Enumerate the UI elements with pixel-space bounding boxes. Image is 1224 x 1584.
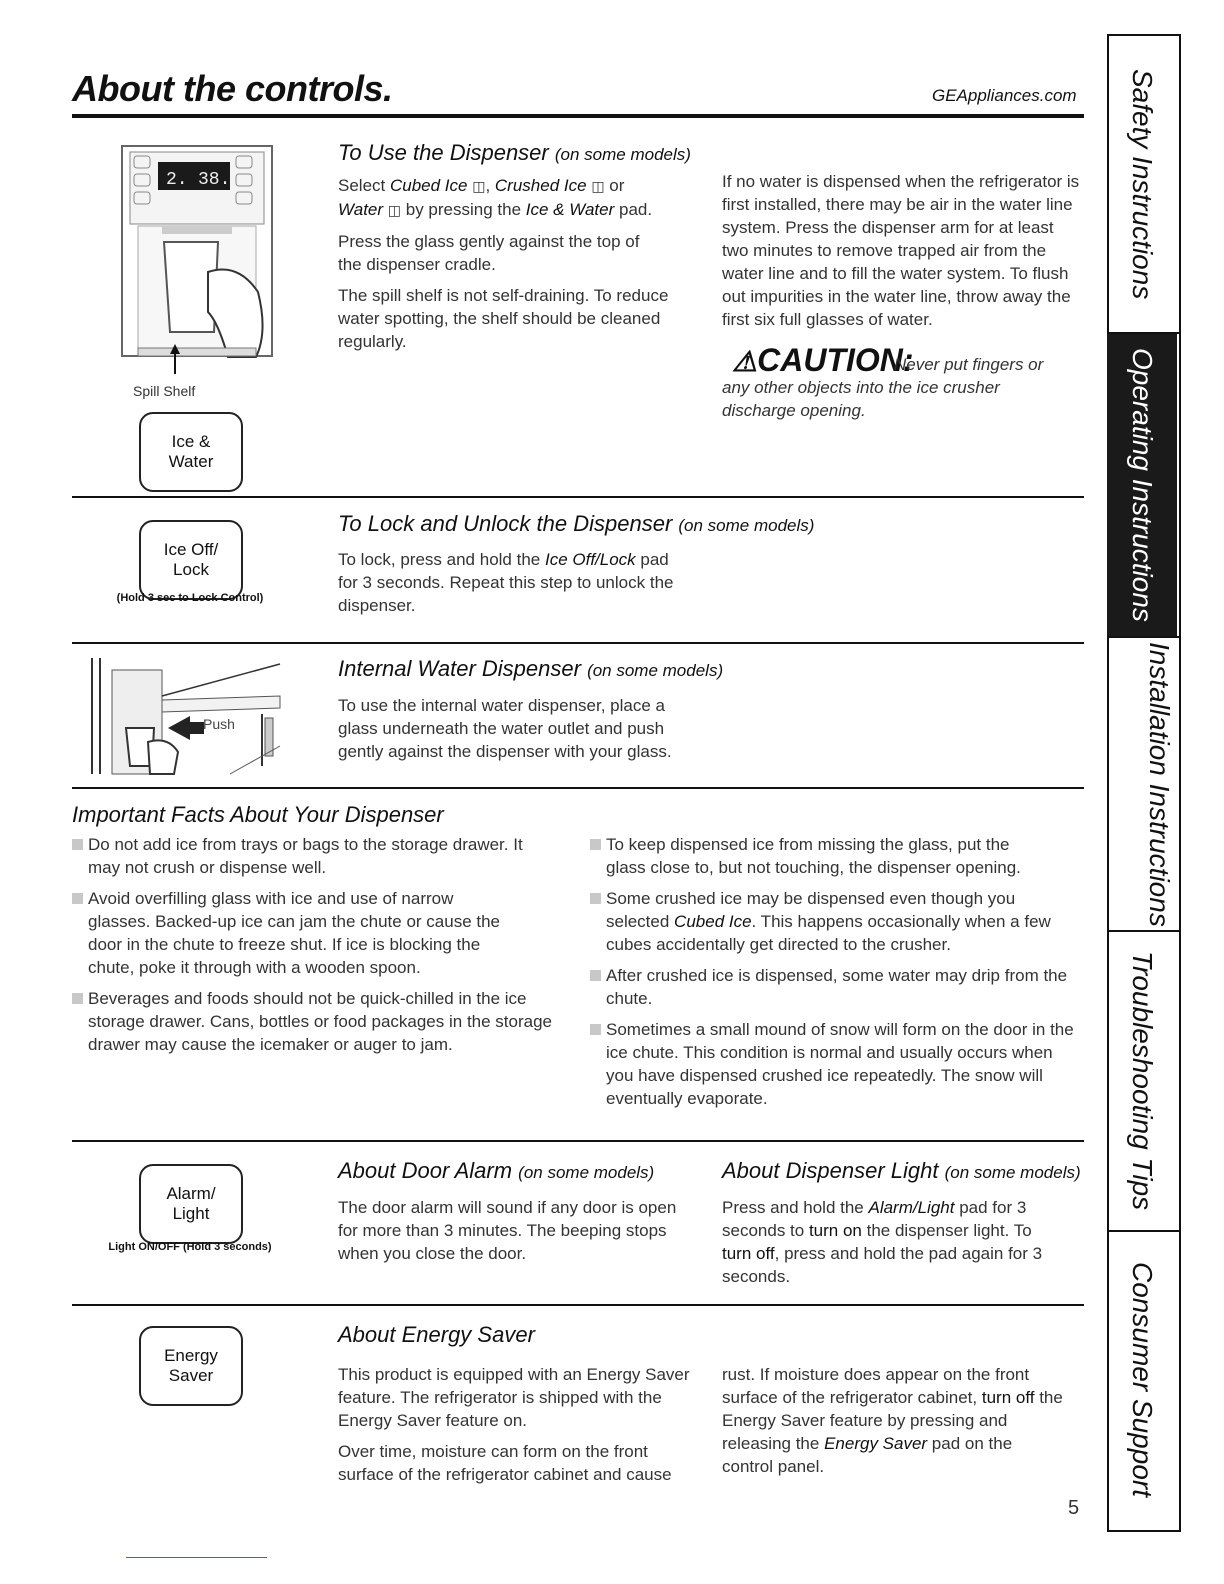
internal-heading-text: Internal Water Dispenser (338, 656, 581, 681)
energy-r-c: pad on the control panel. (722, 1434, 1013, 1476)
tab-installation-instructions[interactable] (1107, 638, 1177, 930)
energy-p2: Over time, moisture can form on the front surface of the refrigerator cabinet and cause (338, 1442, 672, 1484)
fact-left-1: Do not add ice from trays or bags to the storage drawer. It may not crush or dispense well. (72, 833, 552, 879)
energy-saver-pad[interactable] (139, 1326, 243, 1406)
energy-r-a: rust. If moisture does appear on the front surface of the refrigerator cabinet, (722, 1365, 1030, 1407)
fact-right-2-post: . This happens occasionally when a few cubes accidentally get directed to the crusher. (606, 912, 1051, 954)
fact-right-4: Sometimes a small mound of snow will form on the door in the ice chute. This condition is normal and usually occurs when you have dispensed crushed ice repeatedly. The snow will eventually evaporate. (590, 1018, 1080, 1110)
light-heading (722, 1158, 1081, 1184)
dispenser-illustration (118, 142, 278, 377)
display-left: 2. (166, 170, 188, 190)
tab-operating-label: Operating Instructions (1127, 348, 1158, 622)
tab-safety-label: Safety Instructions (1127, 68, 1158, 300)
facts-left (72, 833, 552, 1064)
cubed-ice-icon: ◫ (472, 178, 486, 194)
energy-heading: About Energy Saver (338, 1322, 535, 1347)
light-heading-text: About Dispenser Light (722, 1158, 939, 1183)
tab-operating-instructions[interactable] (1107, 334, 1177, 636)
page-number: 5 (1068, 1497, 1080, 1519)
divider-2 (72, 642, 1084, 644)
lock-heading-sub: (on some models) (678, 516, 815, 535)
light-text (722, 1196, 1062, 1288)
lock-caption: (Hold 3 sec to Lock Control) (116, 592, 264, 604)
p1-or: or (604, 176, 625, 195)
water-icon: ◫ (387, 202, 402, 218)
light-p-b: pad for 3 seconds to (722, 1198, 1027, 1240)
lock-heading (338, 511, 814, 537)
divider-1 (72, 496, 1084, 498)
ice-off-lock-pad-label: Ice Off/ Lock (163, 540, 219, 579)
caution-text: Never put fingers or any other objects into the ice crusher discharge opening. (722, 355, 1044, 420)
fact-right-1: To keep dispensed ice from missing the glass, put the glass close to, but not touching, the dispenser opening. (590, 833, 1046, 879)
tab-safety-instructions[interactable] (1107, 36, 1177, 332)
light-p-d: , press and hold the pad again for 3 seconds. (722, 1244, 1043, 1286)
page-title: About the controls. (72, 68, 393, 109)
light-p-pad: Alarm/Light (868, 1198, 955, 1217)
ice-off-lock-pad[interactable] (139, 520, 243, 600)
energy-saver-pad-label: Energy Saver (164, 1346, 218, 1385)
p1-water: Water (338, 200, 384, 219)
lock-p-pre: To lock, press and hold the (338, 550, 545, 569)
alarm-heading (338, 1158, 654, 1184)
p1-cubed: Cubed Ice (389, 176, 468, 195)
tab-consumer-label: Consumer Support (1127, 1262, 1158, 1498)
tab-consumer-support[interactable] (1107, 1232, 1177, 1528)
p1-end: pad. (614, 200, 653, 219)
internal-heading (338, 656, 723, 682)
internal-heading-sub: (on some models) (587, 661, 724, 680)
tab-installation-label: Installation Instructions (1144, 641, 1175, 927)
push-label: Push (203, 716, 235, 732)
lock-text (338, 548, 688, 617)
footer-link-line (126, 1557, 267, 1558)
light-heading-sub: (on some models) (944, 1163, 1081, 1182)
light-p-off: turn off (722, 1244, 775, 1263)
alarm-text: The door alarm will sound if any door is open for more than 3 minutes. The beeping stops when you close the door. (338, 1198, 677, 1263)
energy-r-b: the Energy Saver feature by pressing and releasing the (722, 1388, 1063, 1453)
energy-left-text (338, 1363, 694, 1494)
spill-shelf-label: Spill Shelf (133, 383, 196, 399)
p1-mid2: by pressing the (401, 200, 526, 219)
dispenser-heading-text: To Use the Dispenser (338, 140, 549, 165)
divider-4 (72, 1140, 1084, 1142)
alarm-caption: Light ON/OFF (Hold 3 seconds) (108, 1241, 272, 1253)
energy-right-text (722, 1363, 1067, 1478)
header-rule (72, 114, 1084, 118)
tab-troubleshooting-tips[interactable] (1107, 932, 1177, 1230)
p1-pre: Select (338, 176, 390, 195)
lock-heading-text: To Lock and Unlock the Dispenser (338, 511, 673, 536)
internal-text: To use the internal water dispenser, place a glass underneath the water outlet and push gently against the dispenser with your glass. (338, 696, 672, 761)
fact-right-2 (590, 887, 1080, 956)
divider-3 (72, 787, 1084, 789)
light-p-c: the dispenser light. To (861, 1221, 1032, 1240)
fact-right-2-pre: Some crushed ice may be dispensed even though you selected (606, 889, 1016, 931)
alarm-heading-sub: (on some models) (518, 1163, 655, 1182)
tab-troubleshooting-label: Troubleshooting Tips (1127, 951, 1158, 1211)
dispenser-p1 (338, 174, 698, 222)
fact-right-2-bold: Cubed Ice (674, 912, 752, 931)
display-right: 38. (198, 170, 231, 190)
dispenser-text (338, 174, 698, 361)
facts-right (590, 833, 1080, 1118)
energy-r-off: turn off (981, 1388, 1035, 1407)
fact-left-3: Beverages and foods should not be quick-chilled in the ice storage drawer. Cans, bottles or food packages in the storage drawer may cause the icemaker or auger to jam. (72, 987, 552, 1056)
ice-water-pad-label: Ice & Water (168, 432, 214, 471)
light-p-a: Press and hold the (722, 1198, 869, 1217)
dispenser-p3: The spill shelf is not self-draining. To reduce water spotting, the shelf should be cleaned regularly. (338, 286, 669, 351)
alarm-heading-text: About Door Alarm (338, 1158, 513, 1183)
energy-r-pad: Energy Saver (824, 1434, 928, 1453)
alarm-light-pad[interactable] (139, 1164, 243, 1244)
ice-water-pad[interactable] (139, 412, 243, 492)
alarm-light-pad-label: Alarm/ Light (166, 1184, 216, 1223)
energy-p1: This product is equipped with an Energy Saver feature. The refrigerator is shipped with the Energy Saver feature on. (338, 1365, 690, 1430)
dispenser-right-text: If no water is dispensed when the refrigerator is first installed, there may be air in the water line system. Press the dispenser arm for at least two minutes to remove trapped air from the water line and to fill the water system. To flush out impurities in the water line, throw away the first six full glasses of water. (722, 172, 1080, 329)
site-url: GEAppliances.com (932, 86, 1077, 105)
crushed-ice-icon: ◫ (591, 178, 605, 194)
p1-pad: Ice & Water (525, 200, 615, 219)
dispenser-p2: Press the glass gently against the top of the dispenser cradle. (338, 232, 640, 274)
fact-right-3: After crushed ice is dispensed, some water may drip from the chute. (590, 964, 1080, 1010)
fact-left-2: Avoid overfilling glass with ice and use of narrow glasses. Backed-up ice can jam the chute or cause the door in the chute to freeze shut. If ice is blocking the chute, poke it through with a wooden spoon. (72, 887, 518, 979)
facts-heading: Important Facts About Your Dispenser (72, 802, 444, 827)
warning-icon: ⚠ (732, 346, 758, 377)
lock-p-pad: Ice Off/Lock (544, 550, 636, 569)
p1-crushed: Crushed Ice (494, 176, 587, 195)
dispenser-heading (338, 140, 691, 166)
dispenser-heading-sub: (on some models) (554, 145, 691, 164)
light-p-on: turn on (808, 1221, 862, 1240)
caution-word: CAUTION: (757, 342, 914, 378)
divider-5 (72, 1304, 1084, 1306)
lock-p-end: pad for 3 seconds. Repeat this step to unlock the dispenser. (338, 550, 674, 615)
internal-dispenser-illustration (90, 656, 290, 776)
p1-mid1: , (485, 176, 495, 195)
